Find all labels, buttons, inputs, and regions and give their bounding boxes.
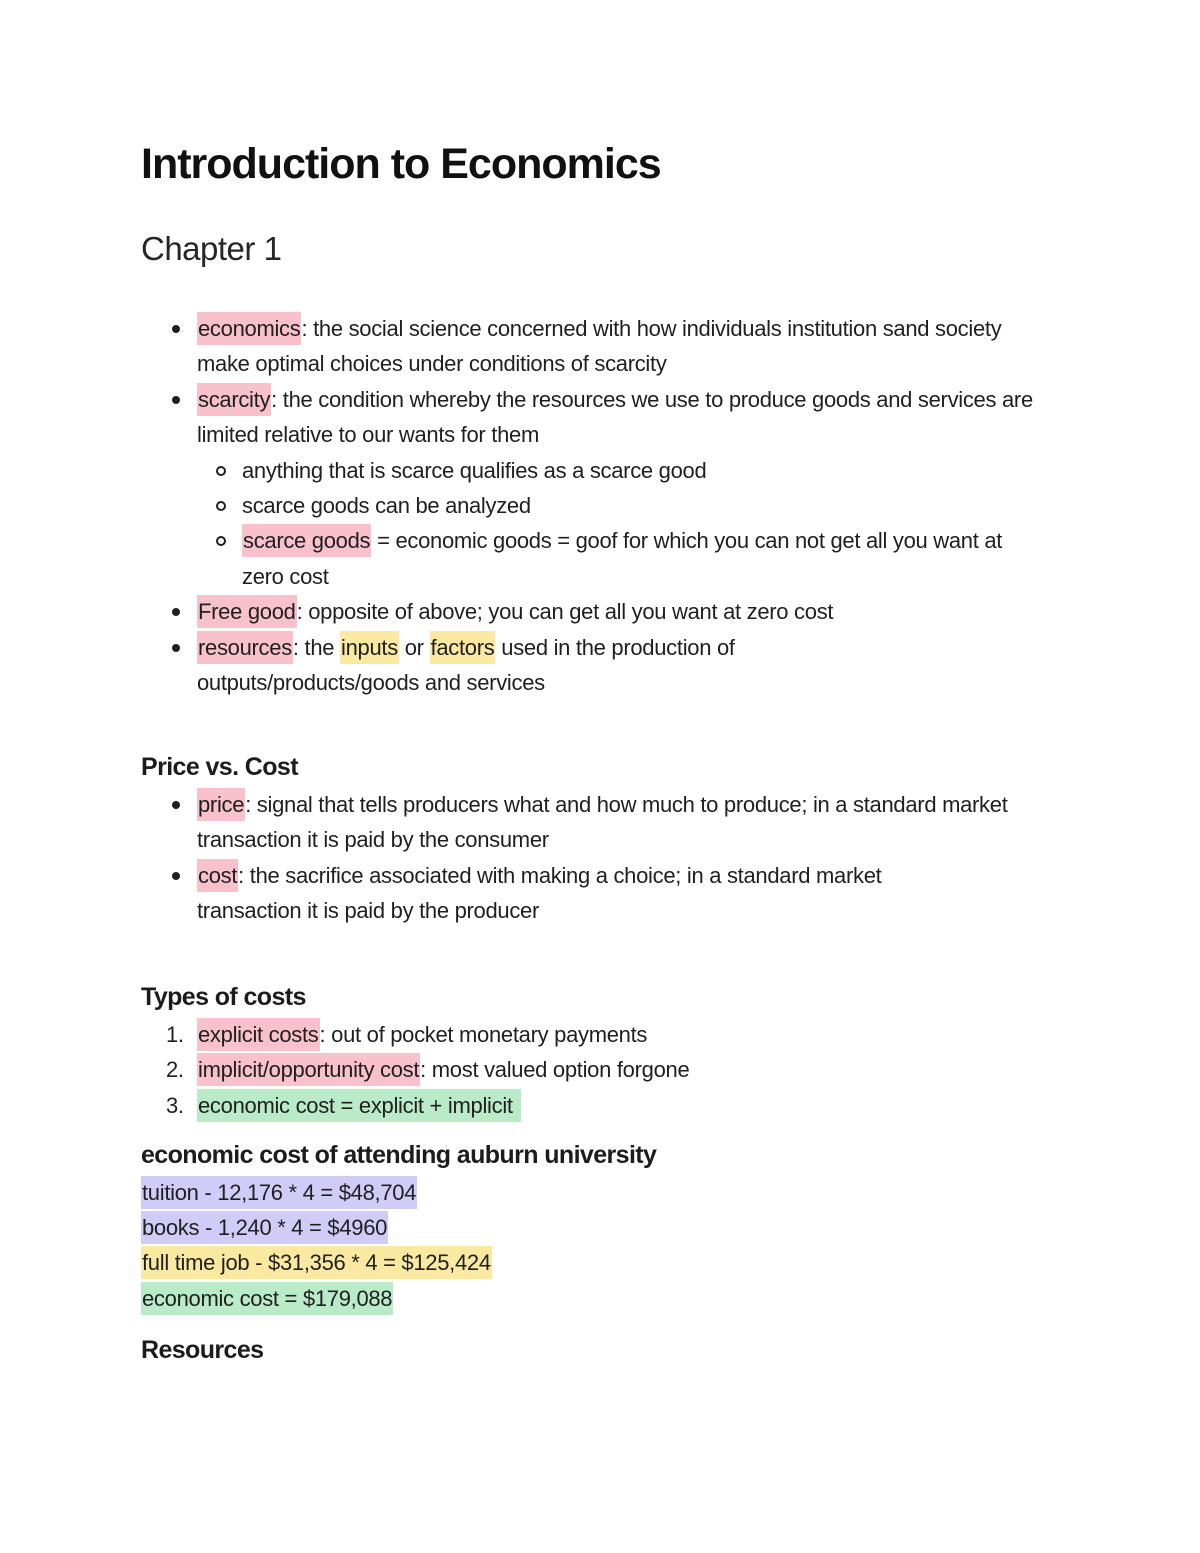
sub-item-text: = economic goods = goof for which you can not get all you want at zero cost bbox=[242, 528, 1003, 589]
document-title: Introduction to Economics bbox=[141, 140, 661, 188]
section-heading: Resources bbox=[141, 1336, 264, 1364]
term-highlight: Free good bbox=[197, 595, 297, 628]
list-item bbox=[141, 1017, 1041, 1052]
price-cost-list bbox=[141, 787, 1041, 929]
hollow-bullet-icon bbox=[216, 536, 226, 546]
definition-text: : the condition whereby the resources we use to produce goods and services are limited relative to our wants for them bbox=[197, 386, 1033, 448]
calc-line bbox=[141, 1175, 417, 1210]
section-heading: Types of costs bbox=[141, 983, 306, 1011]
definition-text: : out of pocket monetary payments bbox=[319, 1022, 648, 1047]
list-item bbox=[141, 311, 1041, 382]
term-highlight: factors bbox=[430, 631, 496, 664]
definition-text: : the social science concerned with how individuals institution sand society make optimal choices under conditions of scarcity bbox=[197, 316, 1002, 377]
definition-text: : the bbox=[292, 634, 341, 660]
term-highlight: economic cost = explicit + implicit bbox=[197, 1089, 521, 1122]
definition-text: : opposite of above; you can get all you want at zero cost bbox=[296, 599, 834, 625]
list-number: 1. bbox=[166, 1022, 184, 1047]
chapter-heading: Chapter 1 bbox=[141, 230, 282, 267]
definition-text: or bbox=[398, 634, 430, 660]
list-number: 2. bbox=[166, 1057, 184, 1083]
term-highlight: cost bbox=[197, 859, 238, 892]
bullet-icon bbox=[172, 608, 180, 616]
sub-item-text: anything that is scarce qualifies as a scarce good bbox=[242, 457, 707, 483]
calc-line bbox=[141, 1245, 492, 1280]
bullet-icon bbox=[172, 396, 180, 404]
definition-text: : signal that tells producers what and how much to produce; in a standard market transaction it is paid by the consumer bbox=[197, 792, 1008, 853]
bullet-icon bbox=[172, 801, 180, 809]
term-highlight: explicit costs bbox=[197, 1018, 320, 1051]
term-highlight: implicit/opportunity cost bbox=[197, 1053, 420, 1086]
list-item bbox=[141, 594, 1041, 629]
bullet-icon bbox=[172, 872, 180, 880]
sub-list-item bbox=[197, 453, 1041, 488]
term-highlight: economics bbox=[197, 312, 301, 345]
list-item bbox=[141, 630, 1041, 701]
hollow-bullet-icon bbox=[216, 466, 226, 476]
definition-text: : most valued option forgone bbox=[420, 1057, 690, 1083]
list-item bbox=[141, 382, 1041, 594]
list-item bbox=[141, 787, 1041, 858]
list-number: 3. bbox=[166, 1092, 184, 1118]
calc-books: books - 1,240 * 4 = $4960 bbox=[141, 1211, 388, 1244]
term-highlight: scarcity bbox=[197, 383, 271, 416]
calc-total: economic cost = $179,088 bbox=[141, 1282, 393, 1315]
cost-types-list bbox=[141, 1017, 1041, 1123]
calc-line bbox=[141, 1281, 393, 1316]
term-highlight: scarce goods bbox=[242, 524, 371, 557]
section-heading: Price vs. Cost bbox=[141, 753, 298, 781]
sub-list bbox=[197, 453, 1041, 595]
sub-list-item bbox=[197, 523, 1041, 594]
calc-tuition: tuition - 12,176 * 4 = $48,704 bbox=[141, 1176, 417, 1209]
list-item bbox=[141, 858, 1041, 929]
section-heading: economic cost of attending auburn university bbox=[141, 1141, 657, 1169]
definitions-list bbox=[141, 311, 1041, 700]
sub-item-text: scarce goods can be analyzed bbox=[242, 493, 531, 519]
term-highlight: inputs bbox=[340, 631, 399, 664]
list-item bbox=[141, 1088, 1041, 1123]
hollow-bullet-icon bbox=[216, 501, 226, 511]
definition-text: used in the production of outputs/products/goods and services bbox=[197, 634, 735, 696]
term-highlight: resources bbox=[197, 631, 293, 664]
sub-list-item bbox=[197, 488, 1041, 523]
definition-text: : the sacrifice associated with making a choice; in a standard market transaction it is paid by the producer bbox=[197, 862, 882, 924]
calc-line bbox=[141, 1210, 388, 1245]
list-item bbox=[141, 1052, 1041, 1087]
term-highlight: price bbox=[197, 788, 245, 821]
bullet-icon bbox=[172, 644, 180, 652]
calc-job: full time job - $31,356 * 4 = $125,424 bbox=[141, 1246, 492, 1279]
bullet-icon bbox=[172, 325, 180, 333]
